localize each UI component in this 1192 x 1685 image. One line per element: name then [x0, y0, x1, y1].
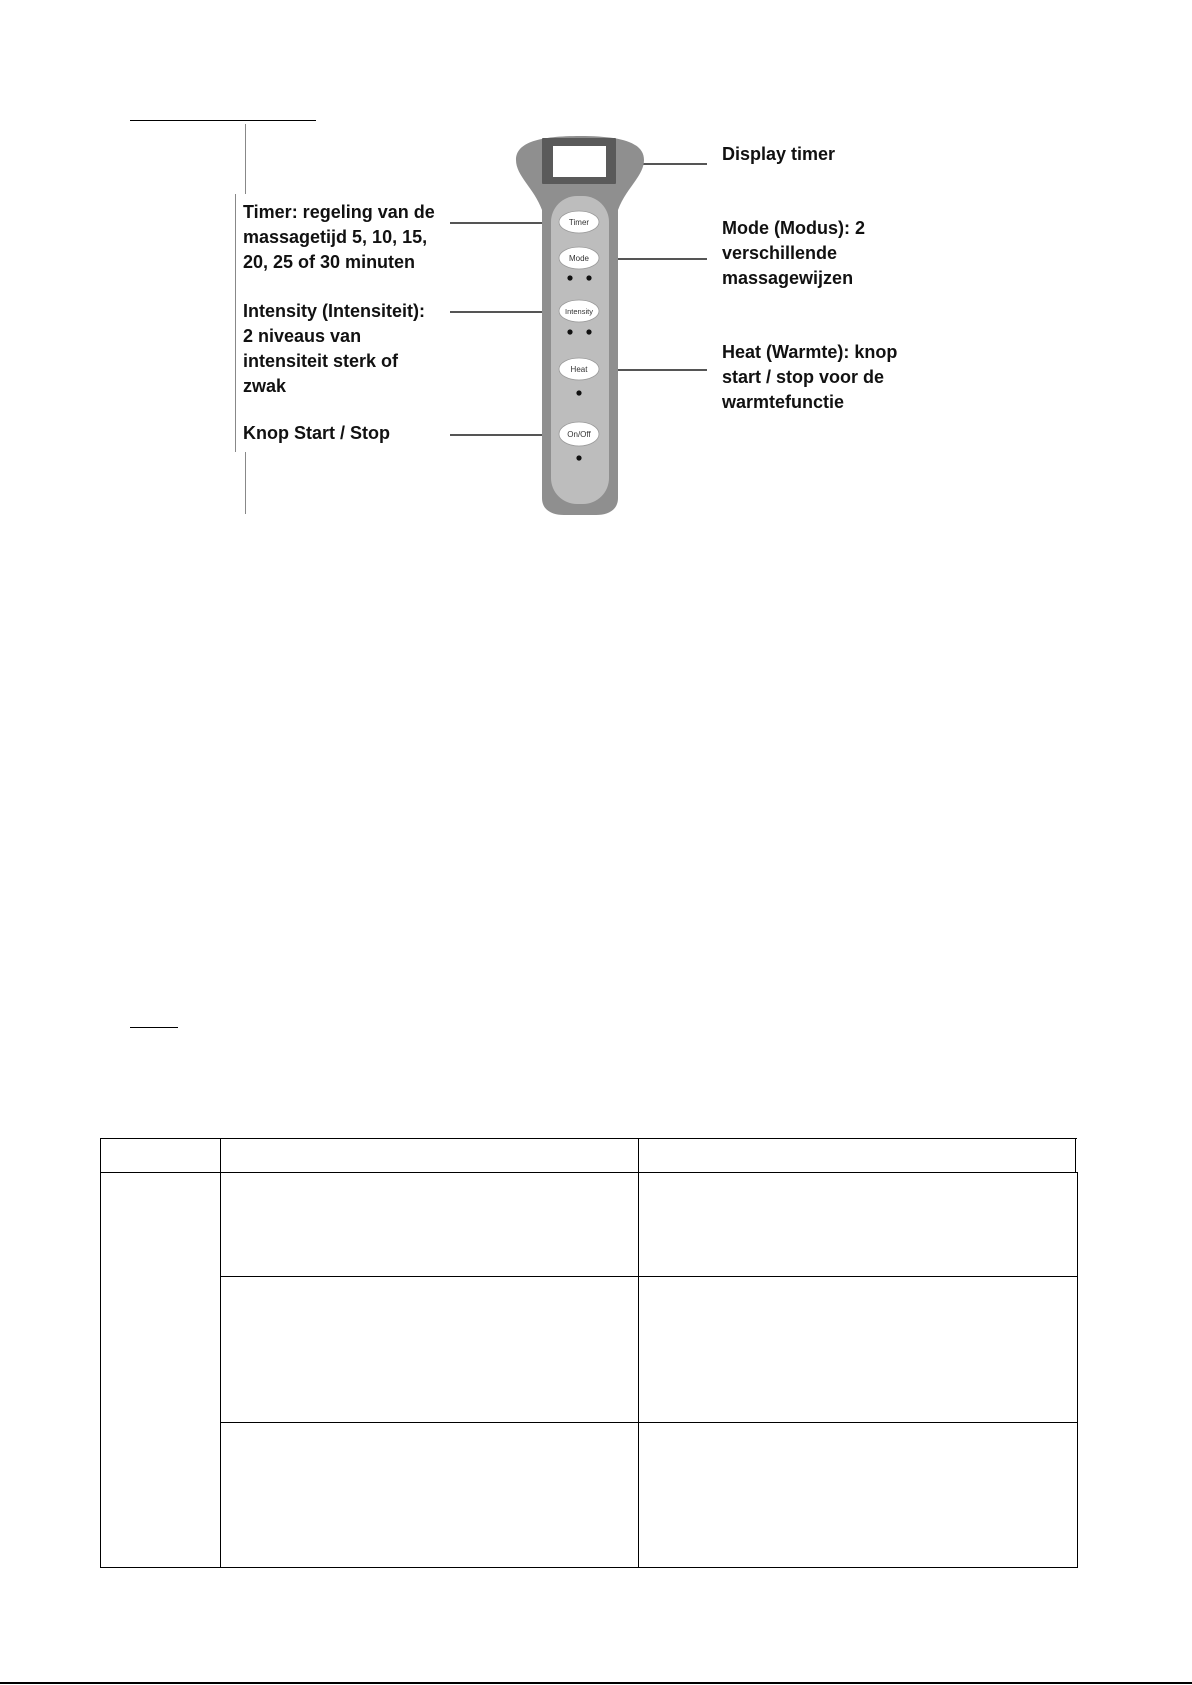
display-timer-label: Display timer: [722, 144, 836, 164]
vertical-rule-bottom: [245, 452, 246, 514]
mode-indicator-led-2: [586, 275, 591, 280]
table-col-divider-2: [638, 1138, 639, 1568]
table-border-right-header: [1075, 1138, 1076, 1173]
display-screen: [553, 146, 606, 177]
vertical-rule-top: [245, 124, 246, 194]
timer-button-label: Timer: [568, 218, 590, 227]
heat-button-label: Heat: [570, 365, 588, 374]
onoff-button[interactable]: [559, 422, 599, 446]
table-border-top: [100, 1138, 1077, 1139]
table-border-bottom: [100, 1567, 1078, 1568]
onoff-button-label: On/Off: [567, 430, 591, 439]
timer-label: Timer: regeling van de massagetijd 5, 10, 15, 20, 25 of 30 minuten: [243, 202, 435, 272]
heat-indicator-led: [576, 390, 581, 395]
table-border-right-body: [1077, 1172, 1078, 1568]
section-heading-underline-bottom: [130, 1027, 178, 1028]
table-row-divider-1: [220, 1276, 1078, 1277]
vertical-rule-middle: [235, 194, 236, 452]
page-footer-rule: [0, 1682, 1192, 1684]
table-col-divider-1: [220, 1138, 221, 1568]
section-heading-underline-top: [130, 120, 316, 121]
onoff-label: Knop Start / Stop: [243, 423, 390, 443]
intensity-button-label: Intensity: [565, 307, 593, 316]
timer-button[interactable]: [559, 211, 599, 233]
remote-control-illustration: [500, 130, 660, 515]
mode-button[interactable]: [559, 247, 599, 269]
table-row-divider-2: [220, 1422, 1078, 1423]
intensity-label: Intensity (Intensiteit): 2 niveaus van intensiteit sterk of zwak: [243, 301, 426, 396]
heat-label: Heat (Warmte): knop start / stop voor de warmtefunctie: [722, 342, 898, 412]
table-border-left: [100, 1138, 101, 1568]
intensity-indicator-led-1: [567, 329, 572, 334]
heat-button[interactable]: [559, 358, 599, 380]
mode-button-label: Mode: [568, 254, 590, 263]
onoff-indicator-led: [576, 455, 581, 460]
intensity-indicator-led-2: [586, 329, 591, 334]
mode-label: Mode (Modus): 2 verschillende massagewijzen: [722, 218, 865, 288]
mode-indicator-led-1: [567, 275, 572, 280]
intensity-button[interactable]: [559, 300, 599, 322]
table-header-bottom: [100, 1172, 1078, 1173]
